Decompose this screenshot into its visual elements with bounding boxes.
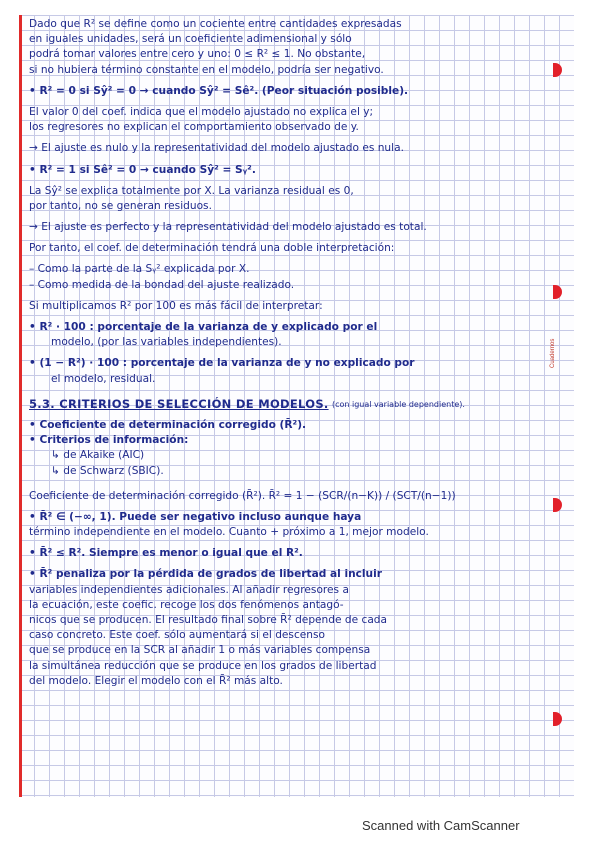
text-line: ↳ de Schwarz (SBIC).	[51, 464, 164, 477]
text-line: si no hubiera término constante en el modelo, podría ser negativo.	[29, 63, 384, 76]
text-line: que se produce en la SCR al añadir 1 o más variables compensa	[29, 644, 371, 657]
text-line: Coeficiente de determinación corregido (R̄²). R̄² = 1 − (SCR/(n−K)) / (SCT/(n−1))	[29, 489, 456, 502]
text-line: Si multiplicamos R² por 100 es más fácil de interpretar:	[29, 299, 323, 312]
text-line: • R² = 1 si Sê² = 0 → cuando Sŷ² = Sᵧ².	[29, 163, 256, 176]
text-line: • R² = 0 si Sŷ² = 0 → cuando Sŷ² = Sê². (Peor situación posible).	[29, 84, 409, 97]
text-line: → El ajuste es nulo y la representatividad del modelo ajustado es nula.	[29, 142, 404, 155]
scanner-watermark: Scanned with CamScanner	[362, 818, 520, 833]
text-line: podrá tomar valores entre cero y uno: 0 ≤ R² ≤ 1. No obstante,	[29, 48, 366, 61]
text-line: nicos que se producen. El resultado final sobre R̄² depende de cada	[29, 614, 388, 626]
text-line: Dado que R² se define como un cociente entre cantidades expresadas	[29, 18, 402, 30]
handwritten-notes	[29, 17, 559, 689]
margin-line	[19, 15, 22, 797]
text-line: la ecuación, este coefic. recoge los dos fenómenos antagó-	[29, 598, 344, 611]
text-line: Por tanto, el coef. de determinación tendrá una doble interpretación:	[29, 242, 395, 255]
section-heading: 5.3. CRITERIOS DE SELECCIÓN DE MODELOS.	[29, 396, 329, 411]
text-line: modelo, (por las variables independientes).	[51, 336, 282, 349]
text-line: • R̄² ∈ (−∞, 1). Puede ser negativo incluso aunque haya	[29, 510, 362, 523]
text-line: • (1 − R²) · 100 : porcentaje de la varianza de y no explicado por	[29, 357, 415, 370]
text-line: La Sŷ² se explica totalmente por X. La varianza residual es 0,	[29, 184, 354, 197]
text-line: la simultánea reducción que se produce en los grados de libertad	[29, 659, 377, 672]
text-line: • Coeficiente de determinación corregido (R̄²).	[29, 418, 307, 431]
text-line: – Como la parte de la Sᵧ² explicada por X.	[29, 263, 250, 276]
text-line: • R̄² ≤ R². Siempre es menor o igual que el R².	[29, 547, 303, 560]
text-line: El valor 0 del coef. indica que el modelo ajustado no explica el y;	[29, 105, 374, 118]
text-line: variables independientes adicionales. Al añadir regresores a	[29, 583, 349, 596]
section-heading-note: (con igual variable dependiente).	[331, 399, 465, 409]
text-line: → El ajuste es perfecto y la representatividad del modelo ajustado es total.	[29, 221, 427, 234]
notebook-brand-logo: Cuadernos	[550, 338, 556, 368]
text-line: • R² · 100 : porcentaje de la varianza de y explicado por el	[29, 321, 378, 333]
text-line: • R̄² penaliza por la pérdida de grados de libertad al incluir	[29, 568, 382, 581]
text-line: el modelo, residual.	[51, 372, 156, 385]
section-heading-row	[29, 397, 559, 412]
text-line: ↳ de Akaike (AIC)	[51, 449, 145, 462]
text-line: los regresores no explican el comportamiento observado de y.	[29, 121, 359, 134]
text-line: en iguales unidades, será un coeficiente adimensional y sólo	[29, 33, 352, 46]
text-line: caso concreto. Este coef. sólo aumentará si el descenso	[29, 629, 326, 642]
text-line: • Criterios de información:	[29, 434, 189, 447]
text-line: término independiente en el modelo. Cuanto + próximo a 1, mejor modelo.	[29, 526, 429, 539]
text-line: del modelo. Elegir el modelo con el R̄² más alto.	[29, 674, 283, 687]
text-line: por tanto, no se generan residuos.	[29, 199, 212, 212]
text-line: – Como medida de la bondad del ajuste realizado.	[29, 278, 295, 291]
